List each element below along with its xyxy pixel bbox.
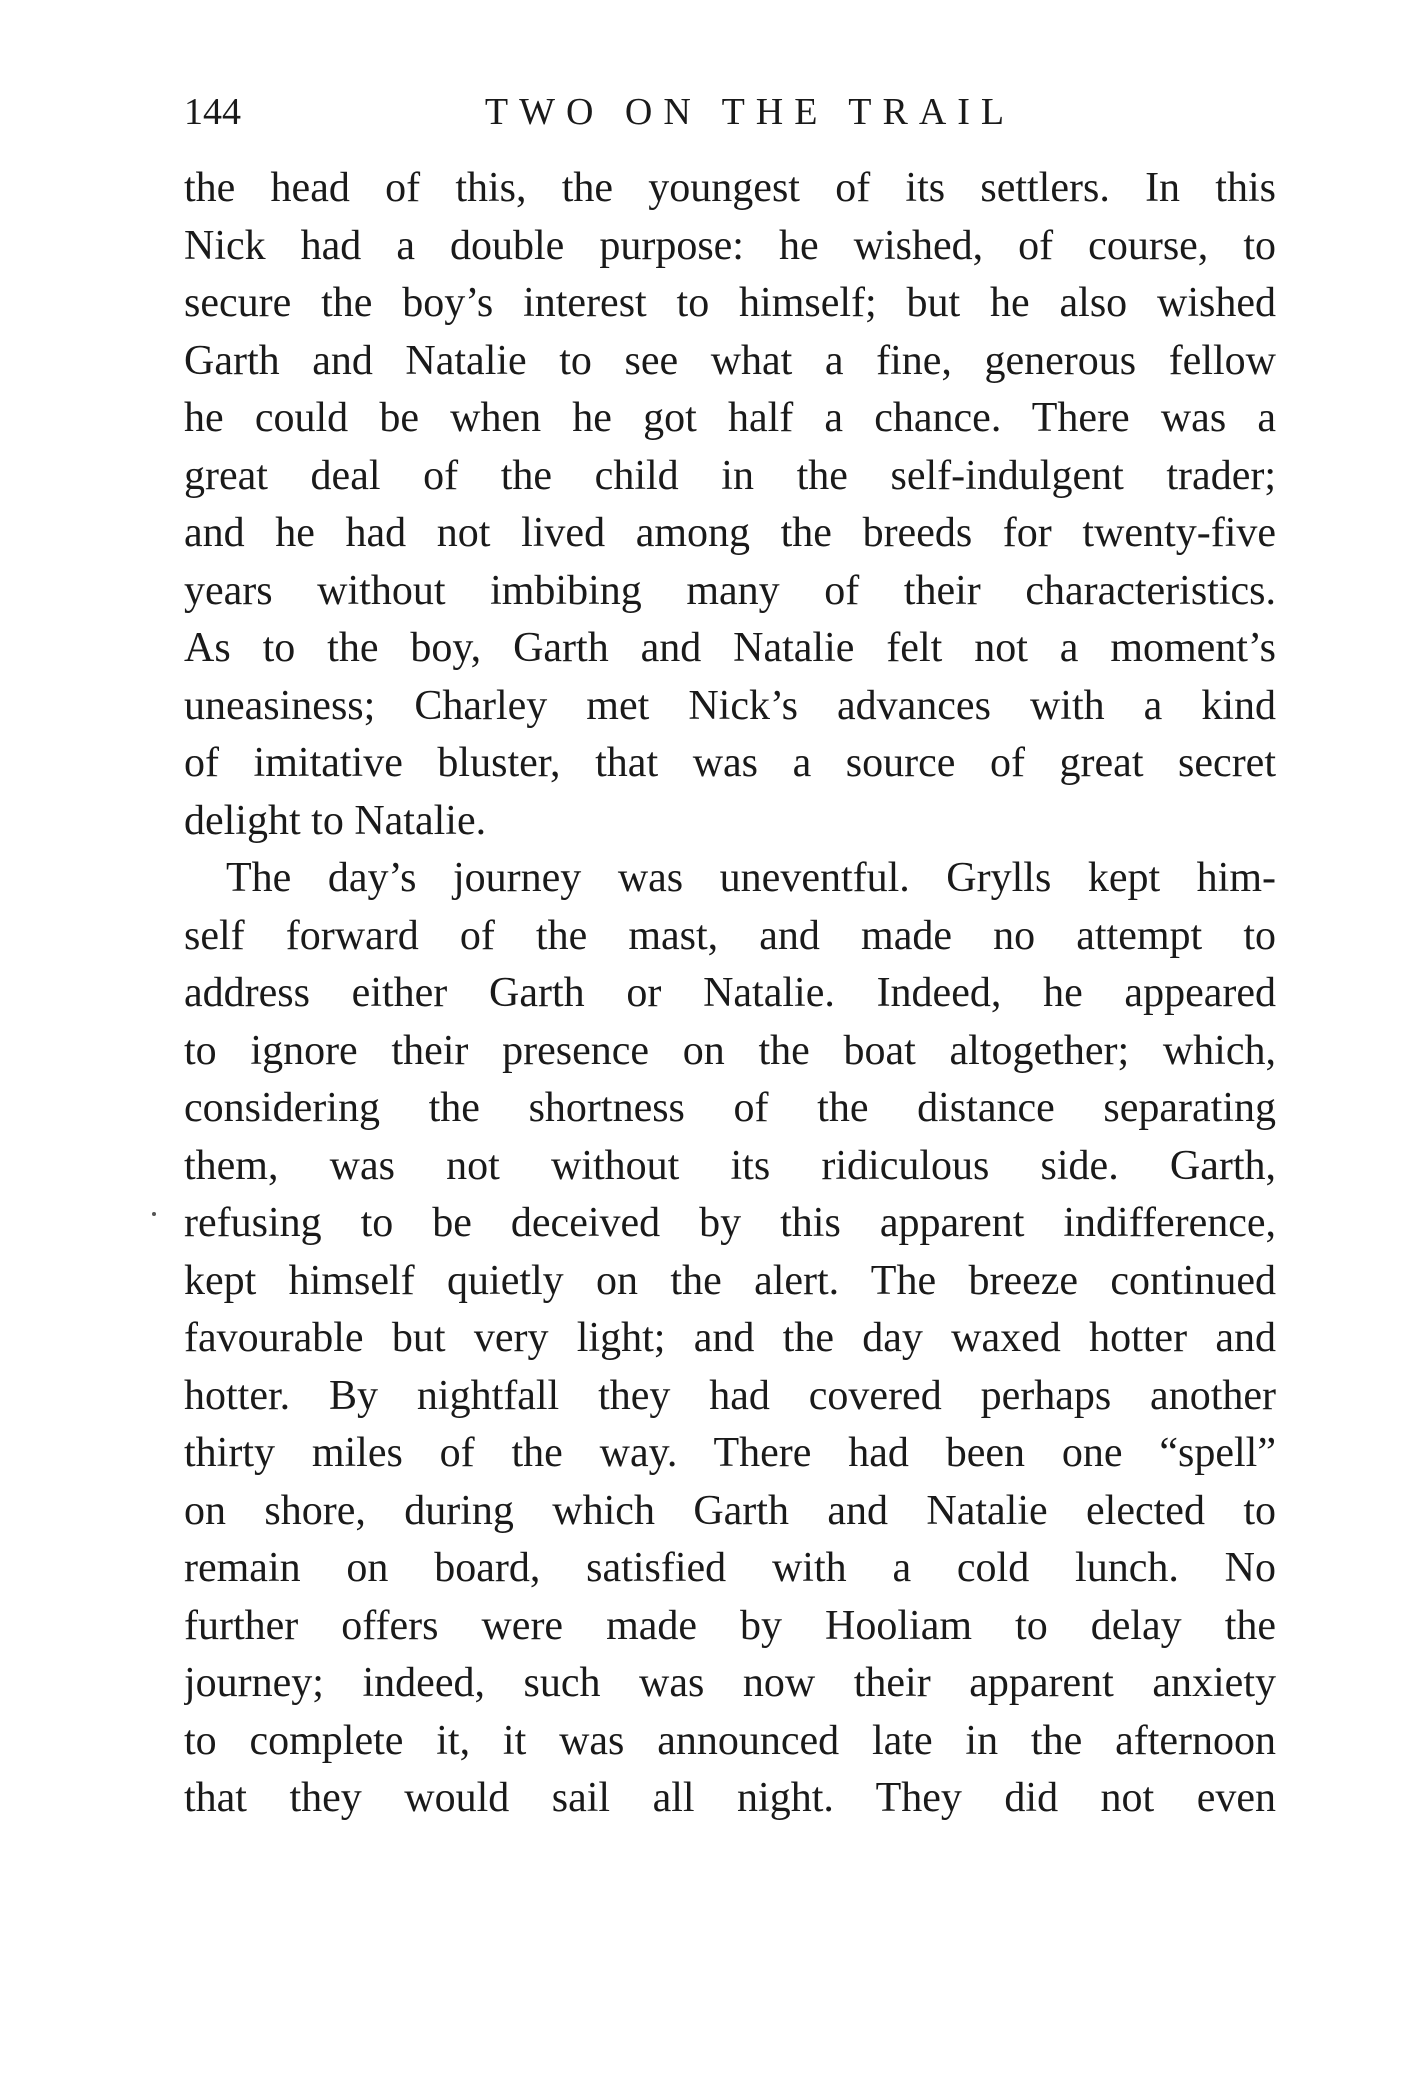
text-line: journey; indeed, such was now their apparent anxiety (184, 1660, 1276, 1706)
page-number: 144 (184, 91, 241, 133)
text-line: uneasiness; Charley met Nick’s advances with a kind (184, 682, 1276, 729)
text-line: delight to Natalie. (184, 797, 487, 844)
text-line: further offers were made by Hooliam to delay the (184, 1602, 1276, 1649)
text-line: the head of this, the youngest of its settlers. In this (184, 165, 1276, 211)
text-line: self forward of the mast, and made no attempt to (184, 912, 1276, 959)
body-text (184, 160, 1276, 1828)
text-line: he could be when he got half a chance. There was a (184, 395, 1276, 441)
text-line: favourable but very light; and the day waxed hotter and (184, 1315, 1276, 1361)
text-line: thirty miles of the way. There had been one “spell” (184, 1430, 1276, 1476)
text-line: refusing to be deceived by this apparent indifference, (184, 1200, 1276, 1246)
text-line: As to the boy, Garth and Natalie felt not a moment’s (184, 625, 1276, 671)
text-line: kept himself quietly on the alert. The breeze continued (184, 1257, 1276, 1304)
text-line: to complete it, it was announced late in the afternoon (184, 1717, 1276, 1764)
text-line: considering the shortness of the distance separating (184, 1085, 1276, 1131)
text-line: to ignore their presence on the boat altogether; which, (184, 1027, 1276, 1074)
text-line: great deal of the child in the self-indulgent trader; (184, 452, 1276, 499)
text-line: on shore, during which Garth and Natalie elected to (184, 1487, 1276, 1534)
text-line: The day’s journey was uneventful. Grylls kept him- (226, 855, 1276, 901)
text-line: remain on board, satisfied with a cold lunch. No (184, 1545, 1276, 1591)
text-line: and he had not lived among the breeds for twenty-five (184, 510, 1276, 556)
text-line: them, was not without its ridiculous side. Garth, (184, 1142, 1276, 1189)
text-line: address either Garth or Natalie. Indeed, he appeared (184, 970, 1276, 1016)
text-line: Garth and Natalie to see what a fine, generous fellow (184, 337, 1276, 384)
text-line: Nick had a double purpose: he wished, of course, to (184, 222, 1276, 269)
running-head-title: TWO ON THE TRAIL (484, 91, 1016, 133)
text-line: of imitative bluster, that was a source of great secret (184, 740, 1276, 786)
text-line: years without imbibing many of their characteristics. (184, 567, 1276, 614)
text-line: secure the boy’s interest to himself; but he also wished (184, 280, 1276, 326)
text-line: that they would sail all night. They did not even (184, 1775, 1276, 1821)
running-head (184, 82, 1276, 142)
text-line: hotter. By nightfall they had covered perhaps another (184, 1372, 1276, 1419)
margin-speck (152, 1212, 156, 1216)
